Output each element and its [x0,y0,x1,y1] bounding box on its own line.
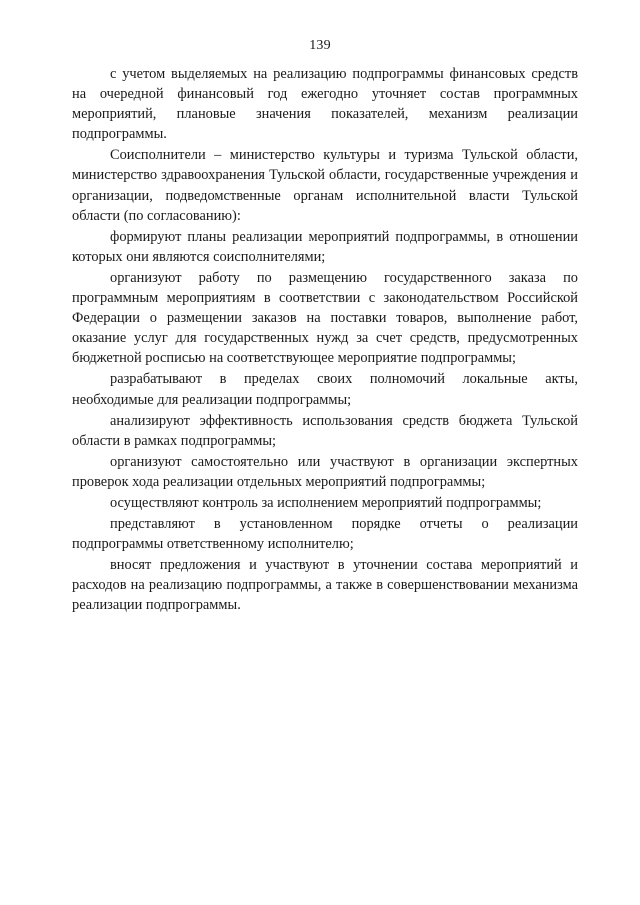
paragraph: осуществляют контроль за исполнением мероприятий подпрограммы; [110,494,542,511]
document-body [72,64,578,616]
paragraph: формируют планы реализации мероприятий подпрограммы, в отношении которых они являются соисполнителями; [72,228,578,265]
paragraph: Соисполнители – министерство культуры и туризма Тульской области, министерство здравоохранения Тульской области, государственные учреждения и организации, подведомственные органам исполнительной власти Тульской области (по согласованию): [72,147,578,224]
paragraph: организуют самостоятельно или участвуют в организации экспертных проверок хода реализации отдельных мероприятий подпрограммы; [72,453,578,490]
paragraph: с учетом выделяемых на реализацию подпрограммы финансовых средств на очередной финансовый год ежегодно уточняет состав программных мероприятий, плановые значения показателей, механизм реализации подпрограммы. [72,66,578,143]
paragraph: организуют работу по размещению государственного заказа по программным мероприятиям в соответствии с законодательством Российской Федерации о размещении заказов на поставки товаров, выполнение работ, оказание услуг для государственных нужд за счет средств, предусмотренных бюджетной росписью на соответствующее мероприятие подпрограммы; [72,269,578,367]
page-number: 139 [309,38,331,53]
paragraph: представляют в установленном порядке отчеты о реализации подпрограммы ответственному исполнителю; [72,516,578,553]
paragraph: разрабатывают в пределах своих полномочий локальные акты, необходимые для реализации подпрограммы; [72,371,578,408]
paragraph: анализируют эффективность использования средств бюджета Тульской области в рамках подпрограммы; [72,412,578,449]
paragraph: вносят предложения и участвуют в уточнении состава мероприятий и расходов на реализацию подпрограммы, а также в совершенствовании механизма реализации подпрограммы. [72,557,578,614]
